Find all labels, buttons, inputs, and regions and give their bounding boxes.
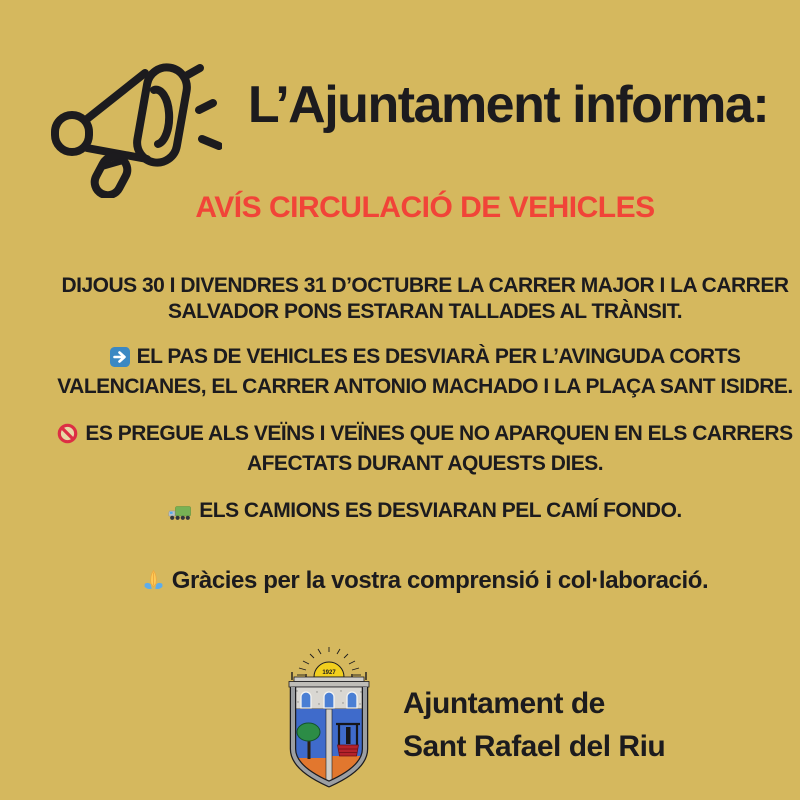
notice-no-parking xyxy=(55,421,795,477)
notice-text: Gràcies per la vostra comprensió i col·laboració. xyxy=(171,567,709,594)
right-arrow-emoji xyxy=(110,347,130,374)
notice-text: EL PAS DE VEHICLES ES DESVIARÀ PER L’AVINGUDA CORTS xyxy=(136,345,741,368)
no-entry-emoji xyxy=(57,423,78,451)
notice-line: SALVADOR PONS ESTARAN TALLADES AL TRÀNSIT. xyxy=(167,300,683,323)
notice-line xyxy=(55,421,795,451)
notice-text: ELS CAMIONS ES DESVIARAN PEL CAMÍ FONDO. xyxy=(199,499,682,522)
notice-line xyxy=(55,498,795,528)
notice-trucks xyxy=(55,498,795,528)
notice-detour xyxy=(55,344,795,400)
town-crest-logo xyxy=(286,646,372,790)
poster-title: L’Ajuntament informa: xyxy=(247,76,769,134)
notice-line: AFECTATS DURANT AQUESTS DIES. xyxy=(246,452,604,475)
notice-line: VALENCIANES, EL CARRER ANTONIO MACHADO I LA PLAÇA SANT ISIDRE. xyxy=(57,375,793,398)
footer-org-line1: Ajuntament de xyxy=(403,687,605,720)
notice-line xyxy=(55,344,795,374)
notice-line: DIJOUS 30 I DIVENDRES 31 D’OCTUBRE LA CARRER MAJOR I LA CARRER xyxy=(61,274,789,297)
praying-hands-emoji xyxy=(142,569,165,600)
notice-thanks xyxy=(55,566,795,600)
poster-subtitle: AVÍS CIRCULACIÓ DE VEHICLES xyxy=(195,191,655,224)
footer-org-line2: Sant Rafael del Riu xyxy=(403,730,666,763)
crest-year: 1927 xyxy=(322,670,336,676)
notice-line xyxy=(55,566,795,600)
notice-text: ES PREGUE ALS VEÏNS I VEÏNES QUE NO APARQUEN EN ELS CARRERS xyxy=(85,422,793,445)
megaphone-icon xyxy=(50,58,222,198)
notice-roads-closed xyxy=(55,273,795,325)
truck-emoji xyxy=(168,502,192,528)
footer-org-name xyxy=(403,682,665,768)
